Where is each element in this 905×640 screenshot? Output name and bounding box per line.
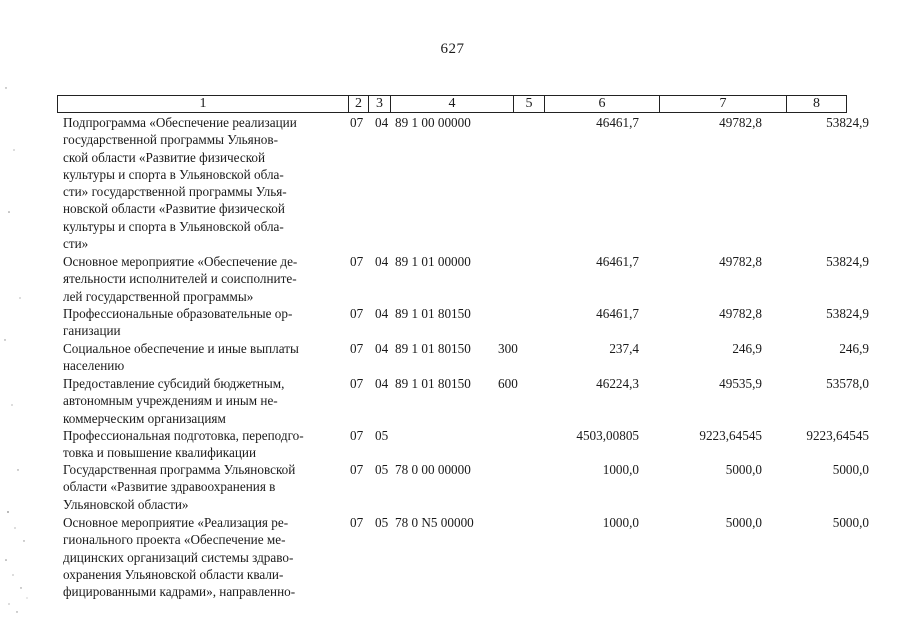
row-subsection-code: 04 — [375, 306, 389, 321]
row-value-col6: 1000,0 — [602, 515, 639, 530]
row-value-col8: 9223,64545 — [806, 428, 869, 443]
row-name: Основное мероприятие «Реализация ре- гионального проекта «Обеспечение ме- дицинских организаций системы здраво- охранения Ульяновской области квали- фицированными кадрами», направленно- — [63, 515, 296, 600]
row-value-col8: 53824,9 — [826, 115, 869, 130]
row-target-article: 89 1 00 00000 — [395, 115, 471, 130]
row-section-code: 07 — [350, 254, 364, 269]
row-target-article: 89 1 01 80150 — [395, 376, 471, 391]
table-header-row — [57, 95, 847, 113]
page-number: 627 — [440, 41, 465, 57]
row-value-col6: 4503,00805 — [576, 428, 639, 443]
row-value-col7: 5000,0 — [725, 462, 762, 477]
row-subsection-code: 05 — [375, 515, 389, 530]
row-section-code: 07 — [350, 428, 364, 443]
row-name: Подпрограмма «Обеспечение реализации государственной программы Ульянов- ской области «Развитие физической культуры и спорта в Ульяновской обла- сти» государственной программы Улья- новской области «Развитие физической культуры и спорта в Ульяновской обла- сти» — [63, 115, 297, 252]
row-name: Профессиональные образовательные ор- ганизации — [63, 306, 293, 339]
row-value-col8: 53578,0 — [826, 376, 869, 391]
row-value-col8: 5000,0 — [832, 462, 869, 477]
row-name: Предоставление субсидий бюджетным, автономным учреждениям и иным не- коммерческим организациям — [63, 376, 285, 426]
row-name: Социальное обеспечение и иные выплаты населению — [63, 341, 299, 374]
row-section-code: 07 — [350, 115, 364, 130]
row-value-col6: 237,4 — [609, 341, 639, 356]
row-expense-type: 600 — [498, 376, 518, 391]
row-subsection-code: 04 — [375, 376, 389, 391]
row-target-article: 78 0 N5 00000 — [395, 515, 474, 530]
row-name: Основное мероприятие «Обеспечение де- ятельности исполнителей и соисполните- лей государственной программы» — [63, 254, 298, 304]
row-value-col6: 46461,7 — [596, 254, 639, 269]
row-value-col7: 9223,64545 — [699, 428, 762, 443]
row-section-code: 07 — [350, 462, 364, 477]
row-section-code: 07 — [350, 341, 364, 356]
row-name: Профессиональная подготовка, переподго- товка и повышение квалификации — [63, 428, 304, 461]
row-target-article: 89 1 01 80150 — [395, 341, 471, 356]
row-value-col6: 46461,7 — [596, 306, 639, 321]
row-value-col8: 53824,9 — [826, 306, 869, 321]
scan-edge-speckles — [0, 0, 40, 640]
row-target-article: 89 1 01 80150 — [395, 306, 471, 321]
row-section-code: 07 — [350, 376, 364, 391]
row-value-col7: 49782,8 — [719, 254, 762, 269]
row-target-article: 78 0 00 00000 — [395, 462, 471, 477]
row-value-col7: 49535,9 — [719, 376, 762, 391]
row-subsection-code: 05 — [375, 462, 389, 477]
row-section-code: 07 — [350, 306, 364, 321]
row-target-article: 89 1 01 00000 — [395, 254, 471, 269]
header-col-3: 3 — [368, 96, 390, 112]
header-col-8: 8 — [786, 96, 846, 112]
row-section-code: 07 — [350, 515, 364, 530]
row-name: Государственная программа Ульяновской области «Развитие здравоохранения в Ульяновской области» — [63, 462, 296, 512]
header-col-4: 4 — [390, 96, 513, 112]
header-col-5: 5 — [513, 96, 544, 112]
row-subsection-code: 04 — [375, 254, 389, 269]
row-value-col8: 5000,0 — [832, 515, 869, 530]
row-value-col8: 53824,9 — [826, 254, 869, 269]
row-subsection-code: 05 — [375, 428, 389, 443]
row-value-col6: 1000,0 — [602, 462, 639, 477]
header-col-1: 1 — [199, 96, 207, 111]
row-subsection-code: 04 — [375, 341, 389, 356]
header-col-7: 7 — [659, 96, 786, 112]
row-value-col7: 5000,0 — [725, 515, 762, 530]
row-value-col7: 49782,8 — [719, 306, 762, 321]
row-subsection-code: 04 — [375, 115, 389, 130]
header-col-6: 6 — [544, 96, 659, 112]
row-value-col6: 46224,3 — [596, 376, 639, 391]
row-value-col6: 46461,7 — [596, 115, 639, 130]
row-value-col8: 246,9 — [839, 341, 869, 356]
row-value-col7: 246,9 — [732, 341, 762, 356]
header-col-2: 2 — [348, 96, 368, 112]
row-expense-type: 300 — [498, 341, 518, 356]
row-value-col7: 49782,8 — [719, 115, 762, 130]
